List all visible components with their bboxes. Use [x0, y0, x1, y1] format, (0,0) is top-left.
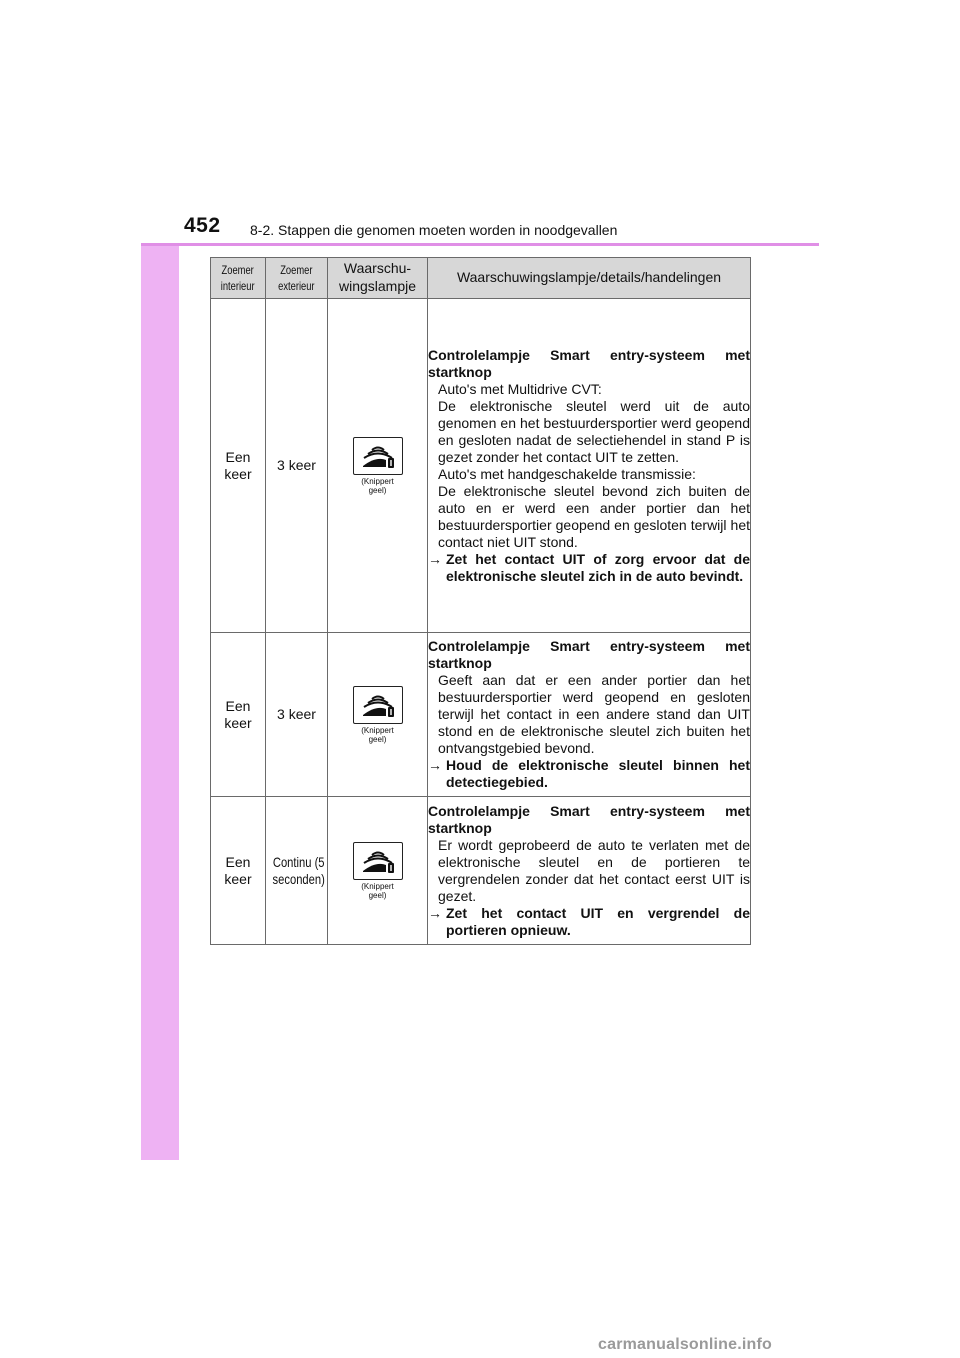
exterior-buzzer-cell: Continu (5 seconden)	[266, 797, 328, 945]
details-cell	[428, 299, 751, 633]
action-text: Houd de elektronische sleutel binnen het detectiegebied.	[446, 757, 750, 790]
action-item	[428, 905, 750, 939]
header-rule	[141, 243, 819, 246]
lamp-note: (Knippert geel)	[361, 881, 394, 900]
lamp-note: (Knippert geel)	[361, 725, 394, 744]
page-number: 452	[184, 214, 221, 237]
arrow-icon: →	[428, 904, 442, 921]
col-header-lamp: Waarschu- wingslampje	[328, 258, 428, 299]
exterior-buzzer-cell: 3 keer	[266, 299, 328, 633]
lamp-note: (Knippert geel)	[361, 476, 394, 495]
chapter-side-band	[141, 198, 179, 1160]
arrow-icon: →	[428, 757, 442, 773]
lamp-cell	[328, 797, 428, 945]
action-item	[428, 757, 750, 791]
table-row	[211, 633, 751, 797]
action-item	[428, 551, 750, 585]
col-header-interior: Zoemer interieur	[211, 258, 266, 299]
table-header-row	[211, 258, 751, 299]
interior-buzzer-cell: Een keer	[211, 299, 266, 633]
interior-buzzer-cell: Een keer	[211, 633, 266, 797]
table-row	[211, 797, 751, 945]
desc-title: Controlelampje Smart entry-systeem met startknop	[428, 802, 750, 836]
interior-buzzer-cell: Een keer	[211, 797, 266, 945]
table-row	[211, 299, 751, 633]
desc-title: Controlelampje Smart entry-systeem met startknop	[428, 638, 750, 671]
action-text: Zet het contact UIT of zorg ervoor dat de elektronische sleutel zich in de auto bevindt.	[446, 550, 750, 584]
exterior-buzzer-cell: 3 keer	[266, 633, 328, 797]
desc-line: Er wordt geprobeerd de auto te verlaten met de elektronische sleutel en de portieren te vergrendelen zonder dat het contact eerst UIT is gezet.	[438, 836, 750, 904]
desc-line: Geeft aan dat er een ander portier dan het bestuurdersportier werd geopend en gesloten terwijl het contact in een andere stand dan UIT stond en de elektronische sleutel zich buiten het ontvangstgebied bevond.	[438, 672, 750, 756]
desc-line: Auto's met Multidrive CVT:	[438, 380, 602, 397]
col-header-exterior: Zoemer exterieur	[266, 258, 328, 299]
desc-line: De elektronische sleutel werd uit de auto genomen en het bestuurdersportier werd geopend en gesloten nadat de selectiehendel in stand P is gezet zonder het contact UIT te zetten.	[438, 397, 750, 465]
desc-title: Controlelampje Smart entry-systeem met startknop	[428, 346, 750, 380]
watermark: carmanualsonline.info	[598, 1336, 773, 1353]
smart-key-warning-icon	[353, 842, 403, 880]
col-header-details: Waarschuwingslampje/details/handelingen	[428, 258, 751, 299]
lamp-cell	[328, 299, 428, 633]
details-cell	[428, 633, 751, 797]
arrow-icon: →	[428, 550, 442, 567]
desc-line: De elektronische sleutel bevond zich buiten de auto en er werd een ander portier dan het bestuurdersportier geopend en gesloten terwijl het contact niet UIT stond.	[438, 482, 750, 550]
details-cell	[428, 797, 751, 945]
warning-table	[210, 257, 751, 945]
lamp-cell	[328, 633, 428, 797]
smart-key-warning-icon	[353, 686, 403, 724]
chapter-title: 8-2. Stappen die genomen moeten worden in noodgevallen	[250, 222, 618, 238]
smart-key-warning-icon	[353, 437, 403, 475]
desc-line: Auto's met handgeschakelde transmissie:	[438, 465, 696, 482]
action-text: Zet het contact UIT en vergrendel de portieren opnieuw.	[446, 904, 750, 938]
